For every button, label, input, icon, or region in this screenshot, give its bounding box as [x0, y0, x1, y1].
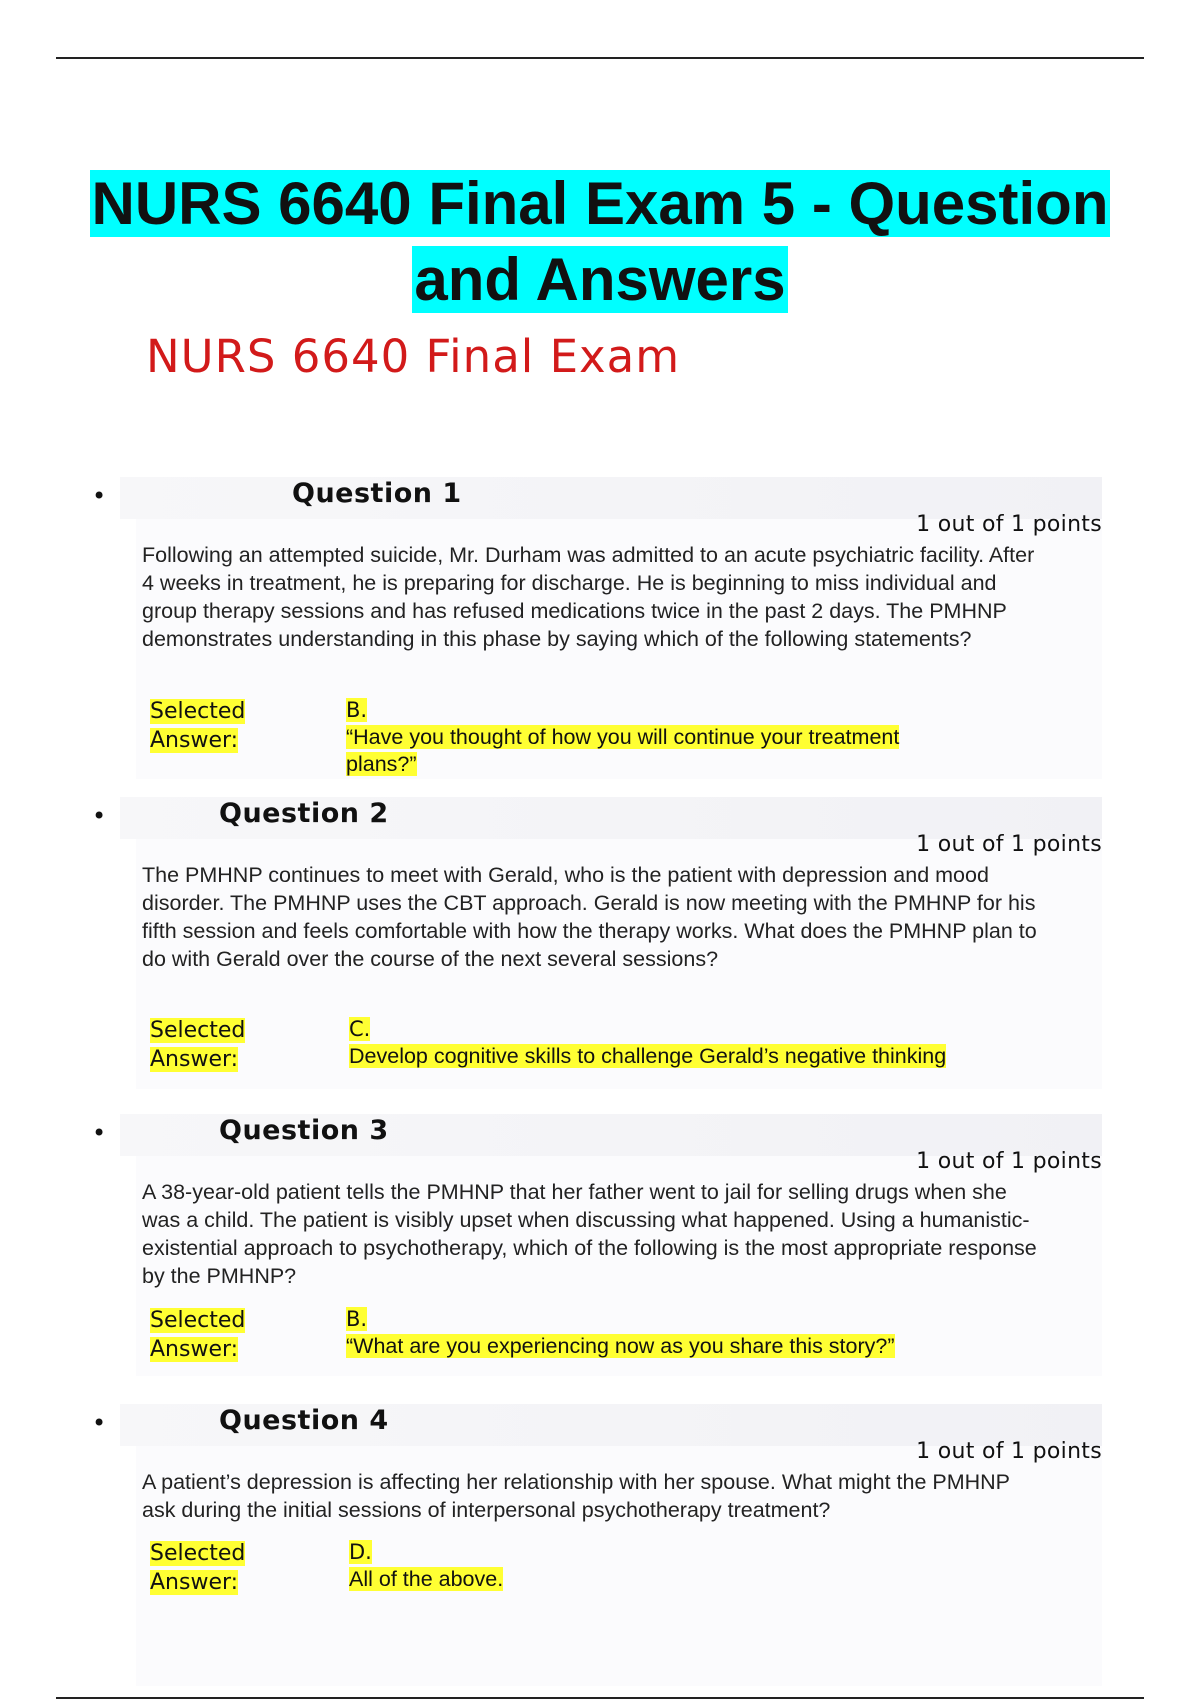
- question-title: Question 1: [292, 478, 462, 509]
- selected-answer-label: Selected Answer:: [150, 1541, 246, 1595]
- document-title: [0, 166, 1200, 318]
- question-text: A patient’s depression is affecting her relationship with her spouse. What might the PMHNP ask during the initial sessions of interpersonal psychotherapy treatment?: [142, 1470, 1010, 1522]
- selected-answer: [349, 1539, 989, 1593]
- question-points: 1 out of 1 points: [916, 512, 1102, 537]
- question-text: Following an attempted suicide, Mr. Durham was admitted to an acute psychiatric facility. After 4 weeks in treatment, he is preparing for discharge. He is beginning to miss individual and group therapy sessions and has refused medications twice in the past 2 days. The PMHNP demonstrates understanding in this phase by saying which of the following statements?: [142, 543, 1035, 651]
- answer-letter: B.: [346, 1307, 368, 1331]
- title-line-2: and Answers: [414, 246, 786, 313]
- bullet: •: [92, 802, 107, 830]
- top-rule: [56, 57, 1144, 59]
- selected-answer-label: Selected Answer:: [150, 699, 246, 753]
- title-line-1: NURS 6640 Final Exam 5 - Question: [91, 170, 1109, 237]
- selected-answer-label: Selected Answer:: [150, 1018, 246, 1072]
- answer-text-line-1: “What are you experiencing now as you share this story?”: [346, 1334, 895, 1358]
- selected-answer: [349, 1016, 1049, 1070]
- question-text: A 38-year-old patient tells the PMHNP that her father went to jail for selling drugs when she was a child. The patient is visibly upset when discussing what happened. Using a humanistic-existential approach to psychotherapy, which of the following is the most appropriate response by the PMHNP?: [142, 1180, 1037, 1288]
- selected-answer: [346, 1306, 1046, 1360]
- question-points: 1 out of 1 points: [916, 832, 1102, 857]
- document-subtitle: NURS 6640 Final Exam: [146, 330, 681, 383]
- bottom-rule: [56, 1697, 1144, 1699]
- bullet: •: [92, 1119, 107, 1147]
- answer-letter: B.: [346, 698, 368, 722]
- question-title: Question 4: [219, 1405, 389, 1436]
- question-points: 1 out of 1 points: [916, 1149, 1102, 1174]
- question-text: The PMHNP continues to meet with Gerald, who is the patient with depression and mood disorder. The PMHNP uses the CBT approach. Gerald is now meeting with the PMHNP for his fifth session and feels comfortable with how the therapy works. What does the PMHNP plan to do with Gerald over the course of the next several sessions?: [142, 863, 1037, 971]
- answer-text-line-1: “Have you thought of how you will continue your treatment: [346, 725, 900, 749]
- answer-text-line-1: Develop cognitive skills to challenge Gerald’s negative thinking: [349, 1044, 947, 1068]
- bullet: •: [92, 482, 107, 510]
- selected-answer-label: Selected Answer:: [150, 1308, 246, 1362]
- answer-text-line-1: All of the above.: [349, 1567, 504, 1591]
- bullet: •: [92, 1409, 107, 1437]
- question-title: Question 2: [219, 798, 389, 829]
- selected-answer: [346, 697, 986, 778]
- answer-letter: D.: [349, 1540, 372, 1564]
- question-title: Question 3: [219, 1115, 389, 1146]
- answer-text-line-2: plans?”: [346, 752, 417, 776]
- answer-letter: C.: [349, 1017, 371, 1041]
- question-points: 1 out of 1 points: [916, 1439, 1102, 1464]
